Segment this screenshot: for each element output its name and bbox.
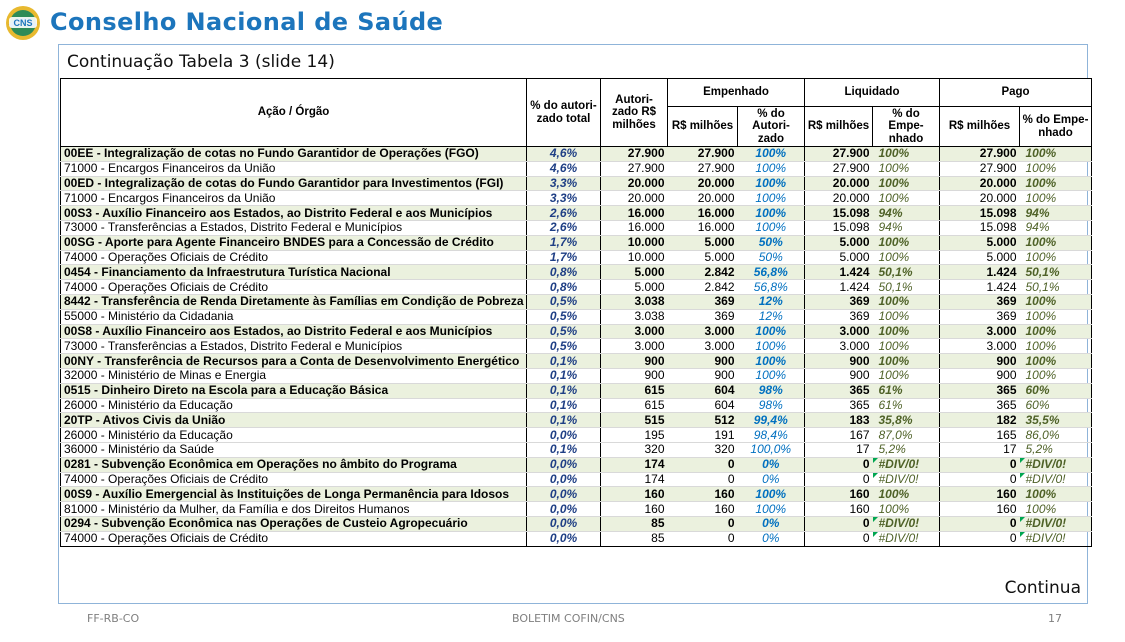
table-row-acao: [61, 147, 1092, 162]
row-autorizado: 195: [601, 428, 668, 443]
continua-label: Continua: [1004, 578, 1081, 598]
row-empenhado-pct: 100%: [738, 339, 805, 354]
row-liquidado: 3.000: [805, 339, 873, 354]
row-name: 26000 - Ministério da Educação: [61, 398, 527, 413]
row-empenhado-pct: 0%: [738, 516, 805, 531]
row-pago: 1.424: [940, 280, 1020, 295]
footer-left: FF-RB-CO: [87, 612, 140, 625]
row-pct-autorizado-total: 4,6%: [527, 147, 601, 162]
row-empenhado-pct: 100%: [738, 176, 805, 191]
row-pago: 369: [940, 309, 1020, 324]
row-pct-autorizado-total: 0,0%: [527, 531, 601, 546]
row-pct-autorizado-total: 0,8%: [527, 280, 601, 295]
table-row-orgao: [61, 428, 1092, 443]
row-liquidado-pct: 35,8%: [873, 413, 940, 428]
row-empenhado-pct: 100%: [738, 324, 805, 339]
row-liquidado-pct: 100%: [873, 487, 940, 502]
row-pct-autorizado-total: 0,0%: [527, 487, 601, 502]
row-empenhado-pct: 100%: [738, 502, 805, 517]
row-pago-pct: 100%: [1020, 309, 1092, 324]
row-empenhado: 0: [668, 472, 738, 487]
row-pct-autorizado-total: 0,5%: [527, 294, 601, 309]
row-pago: 20.000: [940, 176, 1020, 191]
row-pct-autorizado-total: 3,3%: [527, 191, 601, 206]
row-liquidado-pct: 61%: [873, 398, 940, 413]
row-liquidado: 160: [805, 502, 873, 517]
header-liquidado: Liquidado: [805, 79, 940, 107]
row-pago: 20.000: [940, 191, 1020, 206]
row-pago-pct: 50,1%: [1020, 280, 1092, 295]
row-liquidado-pct: 100%: [873, 235, 940, 250]
row-empenhado-pct: 100,0%: [738, 442, 805, 457]
table-row-acao: [61, 487, 1092, 502]
logo-text: CNS: [13, 18, 33, 28]
row-name: 00EE - Integralização de cotas no Fundo Garantidor de Operações (FGO): [61, 147, 527, 162]
row-name: 20TP - Ativos Civis da União: [61, 413, 527, 428]
row-autorizado: 27.900: [601, 147, 668, 162]
footer-center: BOLETIM COFIN/CNS: [512, 612, 625, 625]
table-row-acao: [61, 294, 1092, 309]
row-name: 0515 - Dinheiro Direto na Escola para a Educação Básica: [61, 383, 527, 398]
row-liquidado-pct: 100%: [873, 354, 940, 369]
row-name: 71000 - Encargos Financeiros da União: [61, 161, 527, 176]
row-pago: 0: [940, 472, 1020, 487]
row-pago-pct: 100%: [1020, 324, 1092, 339]
row-pago-pct: 86,0%: [1020, 428, 1092, 443]
row-pago: 27.900: [940, 161, 1020, 176]
row-empenhado: 0: [668, 531, 738, 546]
row-liquidado: 0: [805, 472, 873, 487]
row-pct-autorizado-total: 0,0%: [527, 457, 601, 472]
table-row-orgao: [61, 398, 1092, 413]
row-liquidado: 0: [805, 516, 873, 531]
row-autorizado: 3.000: [601, 324, 668, 339]
row-empenhado: 5.000: [668, 235, 738, 250]
row-liquidado-pct: #DIV/0!: [873, 472, 940, 487]
row-empenhado: 160: [668, 487, 738, 502]
row-autorizado: 174: [601, 457, 668, 472]
row-liquidado-pct: 100%: [873, 191, 940, 206]
row-liquidado: 20.000: [805, 176, 873, 191]
row-empenhado-pct: 12%: [738, 294, 805, 309]
row-pago-pct: 100%: [1020, 368, 1092, 383]
row-pago-pct: 100%: [1020, 161, 1092, 176]
row-pct-autorizado-total: 0,0%: [527, 502, 601, 517]
row-pct-autorizado-total: 0,1%: [527, 354, 601, 369]
table-row-acao: [61, 354, 1092, 369]
header-pago-rs: R$ milhões: [940, 107, 1020, 147]
row-pct-autorizado-total: 0,1%: [527, 398, 601, 413]
row-empenhado-pct: 100%: [738, 147, 805, 162]
table-row-orgao: [61, 191, 1092, 206]
row-liquidado-pct: 100%: [873, 502, 940, 517]
header-liquidado-rs: R$ milhões: [805, 107, 873, 147]
row-pago-pct: 100%: [1020, 354, 1092, 369]
row-pago-pct: 100%: [1020, 191, 1092, 206]
row-pago-pct: 100%: [1020, 502, 1092, 517]
row-pago: 17: [940, 442, 1020, 457]
row-pago: 365: [940, 398, 1020, 413]
row-autorizado: 615: [601, 383, 668, 398]
row-pago-pct: 100%: [1020, 487, 1092, 502]
row-autorizado: 3.038: [601, 294, 668, 309]
row-empenhado-pct: 100%: [738, 161, 805, 176]
row-liquidado: 369: [805, 309, 873, 324]
row-empenhado-pct: 56,8%: [738, 265, 805, 280]
row-liquidado: 3.000: [805, 324, 873, 339]
row-empenhado: 3.000: [668, 339, 738, 354]
table-row-acao: [61, 206, 1092, 221]
row-empenhado: 0: [668, 516, 738, 531]
row-name: 74000 - Operações Oficiais de Crédito: [61, 280, 527, 295]
row-empenhado: 2.842: [668, 265, 738, 280]
row-autorizado: 20.000: [601, 191, 668, 206]
row-pago: 165: [940, 428, 1020, 443]
header-pct-autorizado-total: % do autori-zado total: [527, 79, 601, 147]
row-pago: 5.000: [940, 250, 1020, 265]
row-liquidado-pct: 100%: [873, 161, 940, 176]
table-row-orgao: [61, 502, 1092, 517]
row-empenhado-pct: 0%: [738, 531, 805, 546]
table-row-orgao: [61, 442, 1092, 457]
row-pago-pct: #DIV/0!: [1020, 457, 1092, 472]
row-liquidado-pct: #DIV/0!: [873, 516, 940, 531]
row-pct-autorizado-total: 4,6%: [527, 161, 601, 176]
row-empenhado-pct: 0%: [738, 457, 805, 472]
row-liquidado-pct: 94%: [873, 220, 940, 235]
row-liquidado: 27.900: [805, 161, 873, 176]
row-autorizado: 10.000: [601, 235, 668, 250]
row-liquidado-pct: 50,1%: [873, 265, 940, 280]
row-autorizado: 85: [601, 531, 668, 546]
row-empenhado-pct: 56,8%: [738, 280, 805, 295]
header-autorizado: Autori-zado R$ milhões: [601, 79, 668, 147]
row-pago-pct: 100%: [1020, 294, 1092, 309]
row-name: 0281 - Subvenção Econômica em Operações no âmbito do Programa: [61, 457, 527, 472]
row-pct-autorizado-total: 2,6%: [527, 220, 601, 235]
row-pct-autorizado-total: 0,5%: [527, 324, 601, 339]
row-autorizado: 320: [601, 442, 668, 457]
row-liquidado-pct: #DIV/0!: [873, 457, 940, 472]
row-liquidado-pct: 100%: [873, 368, 940, 383]
row-empenhado: 16.000: [668, 220, 738, 235]
row-empenhado-pct: 100%: [738, 368, 805, 383]
table-body: [61, 147, 1092, 547]
header-empenhado: Empenhado: [668, 79, 805, 107]
row-liquidado: 900: [805, 354, 873, 369]
row-pago: 3.000: [940, 324, 1020, 339]
page-title: Conselho Nacional de Saúde: [50, 8, 444, 36]
row-pago: 365: [940, 383, 1020, 398]
row-empenhado: 2.842: [668, 280, 738, 295]
row-autorizado: 20.000: [601, 176, 668, 191]
row-autorizado: 515: [601, 413, 668, 428]
row-pago: 182: [940, 413, 1020, 428]
row-autorizado: 85: [601, 516, 668, 531]
row-empenhado-pct: 100%: [738, 206, 805, 221]
row-empenhado-pct: 12%: [738, 309, 805, 324]
row-liquidado-pct: 87,0%: [873, 428, 940, 443]
table-row-acao: [61, 383, 1092, 398]
row-liquidado: 20.000: [805, 191, 873, 206]
row-liquidado-pct: 100%: [873, 309, 940, 324]
row-pago: 160: [940, 502, 1020, 517]
row-pct-autorizado-total: 0,1%: [527, 368, 601, 383]
row-pago-pct: 94%: [1020, 206, 1092, 221]
row-pct-autorizado-total: 0,8%: [527, 265, 601, 280]
row-pago-pct: 60%: [1020, 398, 1092, 413]
row-pago-pct: 35,5%: [1020, 413, 1092, 428]
row-liquidado: 27.900: [805, 147, 873, 162]
row-empenhado: 320: [668, 442, 738, 457]
row-liquidado: 15.098: [805, 206, 873, 221]
row-liquidado: 365: [805, 383, 873, 398]
row-pct-autorizado-total: 0,5%: [527, 339, 601, 354]
row-liquidado: 365: [805, 398, 873, 413]
row-empenhado-pct: 50%: [738, 235, 805, 250]
table-row-orgao: [61, 161, 1092, 176]
row-empenhado: 5.000: [668, 250, 738, 265]
row-liquidado: 15.098: [805, 220, 873, 235]
row-liquidado: 5.000: [805, 250, 873, 265]
row-autorizado: 3.000: [601, 339, 668, 354]
table-row-orgao: [61, 250, 1092, 265]
row-name: 0454 - Financiamento da Infraestrutura Turística Nacional: [61, 265, 527, 280]
row-liquidado: 183: [805, 413, 873, 428]
row-pago: 160: [940, 487, 1020, 502]
row-name: 26000 - Ministério da Educação: [61, 428, 527, 443]
slide-subtitle: Continuação Tabela 3 (slide 14): [67, 52, 335, 72]
table-row-orgao: [61, 531, 1092, 546]
cns-logo-icon: [4, 4, 42, 42]
row-liquidado-pct: 50,1%: [873, 280, 940, 295]
row-empenhado: 369: [668, 294, 738, 309]
row-empenhado: 604: [668, 383, 738, 398]
row-pago: 900: [940, 354, 1020, 369]
row-autorizado: 5.000: [601, 265, 668, 280]
row-autorizado: 900: [601, 368, 668, 383]
table-row-acao: [61, 324, 1092, 339]
row-empenhado-pct: 0%: [738, 472, 805, 487]
row-liquidado-pct: 100%: [873, 324, 940, 339]
row-empenhado: 3.000: [668, 324, 738, 339]
row-liquidado: 160: [805, 487, 873, 502]
row-pct-autorizado-total: 1,7%: [527, 250, 601, 265]
row-name: 74000 - Operações Oficiais de Crédito: [61, 472, 527, 487]
row-empenhado: 369: [668, 309, 738, 324]
row-empenhado-pct: 100%: [738, 220, 805, 235]
row-empenhado-pct: 98%: [738, 398, 805, 413]
table-row-orgao: [61, 472, 1092, 487]
table-row-acao: [61, 176, 1092, 191]
header-liquidado-pct: % do Empe-nhado: [873, 107, 940, 147]
row-name: 00NY - Transferência de Recursos para a Conta de Desenvolvimento Energético: [61, 354, 527, 369]
row-pago: 369: [940, 294, 1020, 309]
table-row-acao: [61, 413, 1092, 428]
row-pct-autorizado-total: 0,0%: [527, 516, 601, 531]
row-empenhado: 20.000: [668, 191, 738, 206]
row-liquidado-pct: 100%: [873, 250, 940, 265]
header-empenhado-pct: % do Autori-zado: [738, 107, 805, 147]
row-name: 8442 - Transferência de Renda Diretamente às Famílias em Condição de Pobreza: [61, 294, 527, 309]
row-pago-pct: 100%: [1020, 235, 1092, 250]
table-row-orgao: [61, 280, 1092, 295]
row-pago-pct: #DIV/0!: [1020, 531, 1092, 546]
row-name: 00S9 - Auxílio Emergencial às Instituições de Longa Permanência para Idosos: [61, 487, 527, 502]
row-pago-pct: 5,2%: [1020, 442, 1092, 457]
row-pago: 27.900: [940, 147, 1020, 162]
row-pago-pct: 100%: [1020, 250, 1092, 265]
row-liquidado: 167: [805, 428, 873, 443]
row-pago: 0: [940, 516, 1020, 531]
row-liquidado-pct: 100%: [873, 176, 940, 191]
row-liquidado-pct: #DIV/0!: [873, 531, 940, 546]
row-name: 00S3 - Auxílio Financeiro aos Estados, ao Distrito Federal e aos Municípios: [61, 206, 527, 221]
table-row-orgao: [61, 220, 1092, 235]
row-empenhado-pct: 99,4%: [738, 413, 805, 428]
row-name: 74000 - Operações Oficiais de Crédito: [61, 531, 527, 546]
row-liquidado: 1.424: [805, 265, 873, 280]
row-pago: 1.424: [940, 265, 1020, 280]
row-pct-autorizado-total: 2,6%: [527, 206, 601, 221]
row-autorizado: 16.000: [601, 220, 668, 235]
row-name: 0294 - Subvenção Econômica nas Operações de Custeio Agropecuário: [61, 516, 527, 531]
row-empenhado: 160: [668, 502, 738, 517]
table-row-acao: [61, 265, 1092, 280]
row-autorizado: 10.000: [601, 250, 668, 265]
row-name: 00ED - Integralização de cotas do Fundo Garantidor para Investimentos (FGI): [61, 176, 527, 191]
row-empenhado: 900: [668, 354, 738, 369]
row-pago: 0: [940, 531, 1020, 546]
row-liquidado: 0: [805, 457, 873, 472]
row-pago: 15.098: [940, 220, 1020, 235]
table-row-orgao: [61, 368, 1092, 383]
row-empenhado-pct: 50%: [738, 250, 805, 265]
row-autorizado: 5.000: [601, 280, 668, 295]
row-pct-autorizado-total: 0,1%: [527, 413, 601, 428]
row-pct-autorizado-total: 0,5%: [527, 309, 601, 324]
row-name: 71000 - Encargos Financeiros da União: [61, 191, 527, 206]
row-empenhado: 27.900: [668, 161, 738, 176]
row-liquidado-pct: 5,2%: [873, 442, 940, 457]
row-pago-pct: #DIV/0!: [1020, 472, 1092, 487]
row-empenhado: 16.000: [668, 206, 738, 221]
row-name: 81000 - Ministério da Mulher, da Família e dos Direitos Humanos: [61, 502, 527, 517]
row-pct-autorizado-total: 0,0%: [527, 472, 601, 487]
row-liquidado-pct: 100%: [873, 339, 940, 354]
row-pago-pct: 94%: [1020, 220, 1092, 235]
row-name: 73000 - Transferências a Estados, Distrito Federal e Municípios: [61, 339, 527, 354]
row-liquidado: 900: [805, 368, 873, 383]
row-autorizado: 615: [601, 398, 668, 413]
row-empenhado: 27.900: [668, 147, 738, 162]
row-liquidado-pct: 61%: [873, 383, 940, 398]
table-row-acao: [61, 457, 1092, 472]
row-pago-pct: 100%: [1020, 339, 1092, 354]
header-empenhado-rs: R$ milhões: [668, 107, 738, 147]
header-pago: Pago: [940, 79, 1092, 107]
row-pago-pct: 50,1%: [1020, 265, 1092, 280]
row-empenhado: 191: [668, 428, 738, 443]
row-pct-autorizado-total: 1,7%: [527, 235, 601, 250]
row-pago: 5.000: [940, 235, 1020, 250]
row-liquidado-pct: 100%: [873, 147, 940, 162]
header-pago-pct: % do Empe-nhado: [1020, 107, 1092, 147]
row-empenhado: 604: [668, 398, 738, 413]
row-autorizado: 27.900: [601, 161, 668, 176]
row-liquidado: 0: [805, 531, 873, 546]
row-empenhado: 20.000: [668, 176, 738, 191]
row-empenhado: 0: [668, 457, 738, 472]
row-pct-autorizado-total: 3,3%: [527, 176, 601, 191]
row-name: 55000 - Ministério da Cidadania: [61, 309, 527, 324]
row-autorizado: 900: [601, 354, 668, 369]
row-autorizado: 16.000: [601, 206, 668, 221]
row-liquidado-pct: 94%: [873, 206, 940, 221]
row-name: 00S8 - Auxílio Financeiro aos Estados, ao Distrito Federal e aos Municípios: [61, 324, 527, 339]
row-liquidado: 17: [805, 442, 873, 457]
row-pago-pct: #DIV/0!: [1020, 516, 1092, 531]
row-liquidado: 1.424: [805, 280, 873, 295]
table-row-orgao: [61, 339, 1092, 354]
table-row-orgao: [61, 309, 1092, 324]
row-name: 00SG - Aporte para Agente Financeiro BNDES para a Concessão de Crédito: [61, 235, 527, 250]
row-name: 73000 - Transferências a Estados, Distrito Federal e Municípios: [61, 220, 527, 235]
row-pct-autorizado-total: 0,1%: [527, 383, 601, 398]
row-pago-pct: 100%: [1020, 176, 1092, 191]
row-empenhado: 512: [668, 413, 738, 428]
row-empenhado: 900: [668, 368, 738, 383]
row-autorizado: 174: [601, 472, 668, 487]
table-row-acao: [61, 235, 1092, 250]
row-pct-autorizado-total: 0,0%: [527, 428, 601, 443]
row-pago: 900: [940, 368, 1020, 383]
table-row-acao: [61, 516, 1092, 531]
row-name: 36000 - Ministério da Saúde: [61, 442, 527, 457]
row-empenhado-pct: 100%: [738, 354, 805, 369]
row-autorizado: 160: [601, 487, 668, 502]
row-liquidado: 369: [805, 294, 873, 309]
row-name: 32000 - Ministério de Minas e Energia: [61, 368, 527, 383]
row-pct-autorizado-total: 0,1%: [527, 442, 601, 457]
row-pago-pct: 60%: [1020, 383, 1092, 398]
footer-page-number: 17: [1048, 612, 1062, 625]
row-autorizado: 160: [601, 502, 668, 517]
row-name: 74000 - Operações Oficiais de Crédito: [61, 250, 527, 265]
header-acao: Ação / Órgão: [61, 79, 527, 147]
row-empenhado-pct: 100%: [738, 191, 805, 206]
row-empenhado-pct: 100%: [738, 487, 805, 502]
row-empenhado-pct: 98,4%: [738, 428, 805, 443]
budget-table: [60, 78, 1092, 547]
row-liquidado: 5.000: [805, 235, 873, 250]
row-liquidado-pct: 100%: [873, 294, 940, 309]
row-pago: 15.098: [940, 206, 1020, 221]
row-pago-pct: 100%: [1020, 147, 1092, 162]
row-empenhado-pct: 98%: [738, 383, 805, 398]
row-autorizado: 3.038: [601, 309, 668, 324]
row-pago: 3.000: [940, 339, 1020, 354]
row-pago: 0: [940, 457, 1020, 472]
